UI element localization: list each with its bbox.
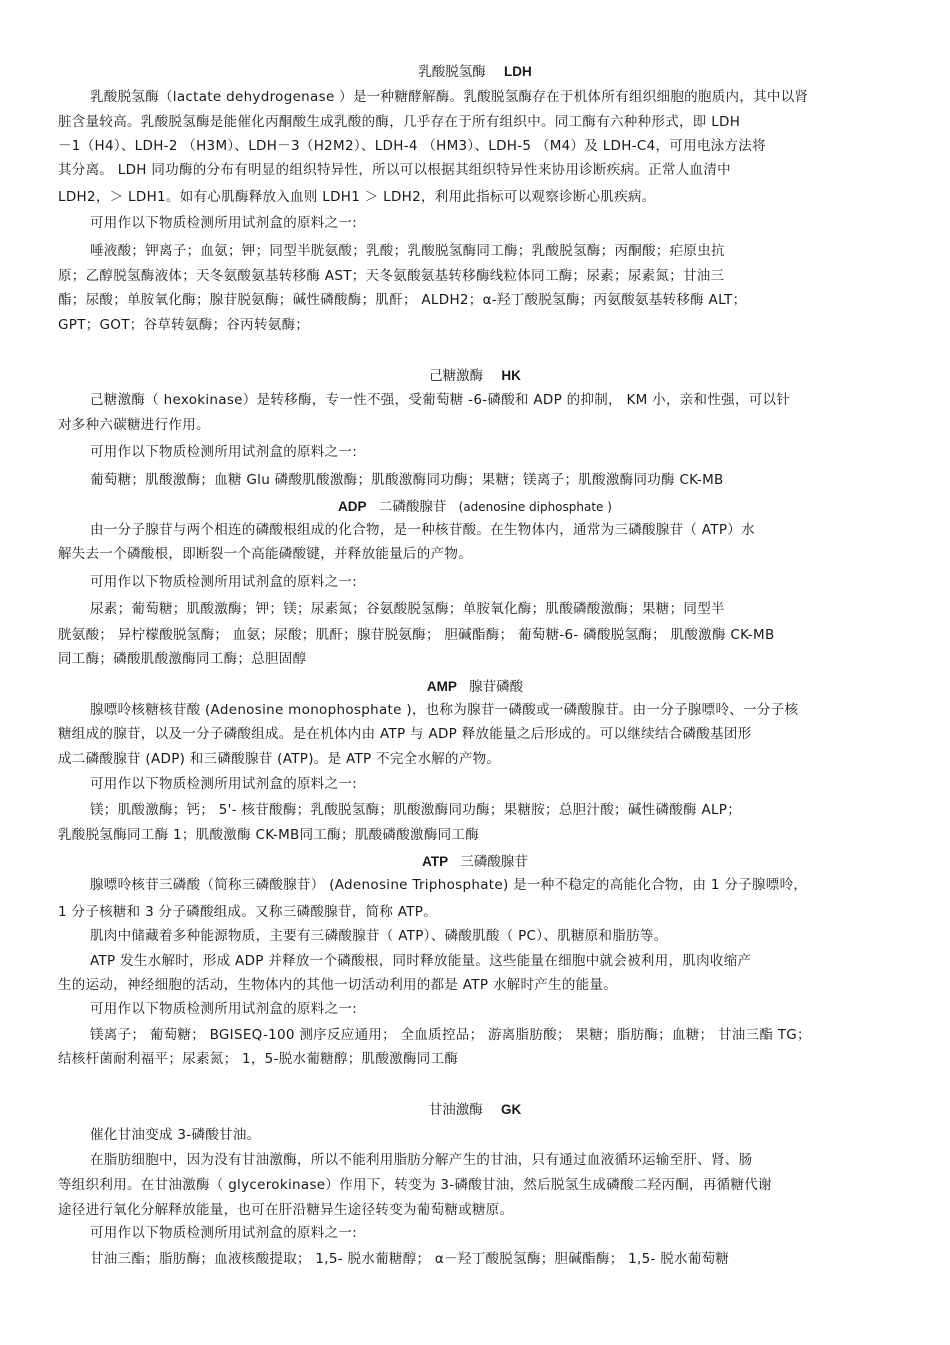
heading-amp-cn: 腺苷磷酸 (469, 679, 524, 695)
ldh-line-10: GPT；GOT；谷草转氨酶；谷丙转氨酶； (58, 317, 310, 333)
ldh-line-5: LDH2，＞ LDH1。如有心肌酶释放入血则 LDH1 ＞ LDH2，利用此指标可以观察诊断心肌疾病。 (58, 189, 656, 205)
ldh-line-7: 唾液酸；钾离子；血氨；钾；同型半胱氨酸；乳酸；乳酸脱氢酶同工酶；乳酸脱氢酶；丙酮酸；疟原虫抗 (90, 243, 725, 259)
heading-gk-cn: 甘油激酶 (428, 1102, 483, 1118)
adp-line-6: 同工酶；磷酸肌酸激酶同工酶；总胆固醇 (58, 651, 307, 667)
heading-gk-abbr: GK (501, 1102, 522, 1117)
heading-atp-abbr: ATP (422, 854, 449, 869)
adp-line-5: 胱氨酸； 异柠檬酸脱氢酶； 血氨；尿酸；肌酐；腺苷脱氨酶； 胆碱酯酶； 葡萄糖-6- 磷酸脱氢酶； 肌酸激酶 CK-MB (58, 627, 775, 643)
hk-line-4: 葡萄糖；肌酸激酶；血糖 Glu 磷酸肌酸激酶；肌酸激酶同功酶；果糖；镁离子；肌酸激酶同功酶 CK-MB (90, 472, 724, 488)
gk-line-3: 等组织利用。在甘油激酶（ glycerokinase）作用下，转变为 3-磷酸甘油，然后脱氢生成磷酸二羟丙酮，再循糖代谢 (58, 1177, 772, 1193)
amp-reagent-intro: 可用作以下物质检测所用试剂盒的原料之一: (90, 776, 358, 792)
gk-reagent-intro: 可用作以下物质检测所用试剂盒的原料之一: (90, 1225, 358, 1241)
atp-line-1: 腺嘌呤核苷三磷酸（简称三磷酸腺苷） (Adenosine Triphosphate) 是一种不稳定的高能化合物，由 1 分子腺嘌呤， (90, 877, 808, 893)
ldh-line-4: 其分离。 LDH 同功酶的分布有明显的组织特异性，所以可以根据其组织特异性来协用诊断疾病。正常人血清中 (58, 162, 731, 178)
heading-hk-cn: 己糖激酶 (429, 368, 484, 384)
ldh-line-9: 酯；尿酸；单胺氧化酶；腺苷脱氨酶；碱性磷酸酶；肌酐； ALDH2；α-羟丁酸脱氢酶；丙氨酸氨基转移酶 ALT； (58, 292, 747, 308)
gk-line-4: 途径进行氧化分解释放能量，也可在肝沿糖异生途径转变为葡萄糖或糖原。 (58, 1202, 514, 1218)
atp-line-7: 镁离子； 葡萄糖； BGISEQ-100 测序反应通用； 全血质控品； 游离脂肪酸； 果糖；脂肪酶；血糖； 甘油三酯 TG； (90, 1027, 811, 1043)
adp-line-2: 解失去一个磷酸根，即断裂一个高能磷酸键，并释放能量后的产物。 (58, 546, 472, 562)
heading-hk-abbr: HK (501, 368, 521, 383)
amp-line-1: 腺嘌呤核糖核苷酸 (Adenosine monophosphate )，也称为腺苷一磷酸或一磷酸腺苷。由一分子腺嘌呤、一分子核 (90, 702, 799, 718)
amp-line-3: 成二磷酸腺苷 (ADP) 和三磷酸腺苷 (ATP)。是 ATP 不完全水解的产物。 (58, 751, 501, 767)
atp-line-5: 生的运动，神经细胞的活动，生物体内的其他一切活动利用的都是 ATP 水解时产生的能量。 (58, 977, 618, 993)
heading-ldh (0, 61, 950, 83)
gk-line-2: 在脂肪细胞中，因为没有甘油激酶，所以不能利用脂肪分解产生的甘油，只有通过血液循环运输至肝、肾、肠 (90, 1152, 753, 1168)
heading-atp-cn: 三磷酸腺苷 (460, 854, 528, 870)
adp-line-1: 由一分子腺苷与两个相连的磷酸根组成的化合物，是一种核苷酸。在生物体内，通常为三磷酸腺苷（ ATP）水 (90, 522, 755, 538)
ldh-line-1: 乳酸脱氢酶（lactate dehydrogenase ）是一种糖酵解酶。乳酸脱氢酶存在于机体所有组织细胞的胞质内，其中以肾 (90, 89, 809, 105)
hk-reagent-intro: 可用作以下物质检测所用试剂盒的原料之一: (90, 444, 358, 460)
ldh-line-2: 脏含量较高。乳酸脱氢酶是能催化丙酮酸生成乳酸的酶，几乎存在于所有组织中。同工酶有六种种形式，即 LDH (58, 114, 741, 130)
heading-atp (0, 851, 950, 873)
heading-amp-abbr: AMP (426, 679, 457, 694)
adp-line-4: 尿素；葡萄糖；肌酸激酶；钾；镁；尿素氮；谷氨酸脱氢酶；单胺氧化酶；肌酸磷酸激酶；果糖；同型半 (90, 601, 725, 617)
heading-adp-en: (adenosine diphosphate ) (458, 500, 612, 514)
hk-line-2: 对多种六碳糖进行作用。 (58, 417, 210, 433)
atp-line-3: 肌肉中储藏着多种能源物质，主要有三磷酸腺苷（ ATP）、磷酸肌酸（ PC）、肌糖原和脂肪等。 (90, 928, 668, 944)
atp-line-4: ATP 发生水解时，形成 ADP 并释放一个磷酸根，同时释放能量。这些能量在细胞中就会被利用，肌肉收缩产 (90, 953, 752, 969)
hk-line-1: 己糖激酶（ hexokinase）是转移酶，专一性不强，受葡萄糖 -6-磷酸和 ADP 的抑制， KM 小，亲和性强，可以针 (90, 392, 791, 408)
amp-line-6: 乳酸脱氢酶同工酶 1；肌酸激酶 CK-MB同工酶；肌酸磷酸激酶同工酶 (58, 827, 480, 843)
heading-ldh-abbr: LDH (504, 64, 532, 79)
gk-line-6: 甘油三酯；脂肪酶；血液核酸提取； 1,5- 脱水葡糖醇； α－羟丁酸脱氢酶；胆碱酯酶； 1,5- 脱水葡萄糖 (90, 1251, 730, 1267)
amp-line-5: 镁；肌酸激酶；钙； 5'- 核苷酸酶；乳酸脱氢酶；肌酸激酶同功酶；果糖胺；总胆汁酸；碱性磷酸酶 ALP； (90, 802, 742, 818)
gk-line-1: 催化甘油变成 3-磷酸甘油。 (90, 1127, 261, 1143)
heading-ldh-cn: 乳酸脱氢酶 (418, 64, 486, 80)
ldh-line-3: －1（H4）、LDH-2 （H3M）、LDH－3（H2M2）、LDH-4 （HM3）、LDH-5 （M4）及 LDH-C4，可用电泳方法将 (58, 138, 766, 154)
ldh-reagent-intro: 可用作以下物质检测所用试剂盒的原料之一: (90, 215, 358, 231)
atp-reagent-intro: 可用作以下物质检测所用试剂盒的原料之一: (90, 1001, 358, 1017)
heading-adp-abbr: ADP (338, 499, 367, 514)
atp-line-8: 结核杆菌耐利福平；尿素氮； 1，5-脱水葡糖醇；肌酸激酶同工酶 (58, 1051, 459, 1067)
heading-amp (0, 676, 950, 698)
heading-hk (0, 365, 950, 387)
heading-gk (0, 1099, 950, 1121)
heading-adp (0, 496, 950, 518)
amp-line-2: 糖组成的腺苷，以及一分子磷酸组成。是在机体内由 ATP 与 ADP 释放能量之后形成的。可以继续结合磷酸基团形 (58, 726, 752, 742)
ldh-line-8: 原；乙醇脱氢酶液体；天冬氨酸氨基转移酶 AST；天冬氨酸氨基转移酶线粒体同工酶；尿素；尿素氮；甘油三 (58, 268, 725, 284)
heading-adp-cn: 二磷酸腺苷 (378, 499, 447, 515)
atp-line-2: 1 分子核糖和 3 分子磷酸组成。又称三磷酸腺苷，简称 ATP。 (58, 904, 438, 920)
adp-reagent-intro: 可用作以下物质检测所用试剂盒的原料之一: (90, 574, 358, 590)
